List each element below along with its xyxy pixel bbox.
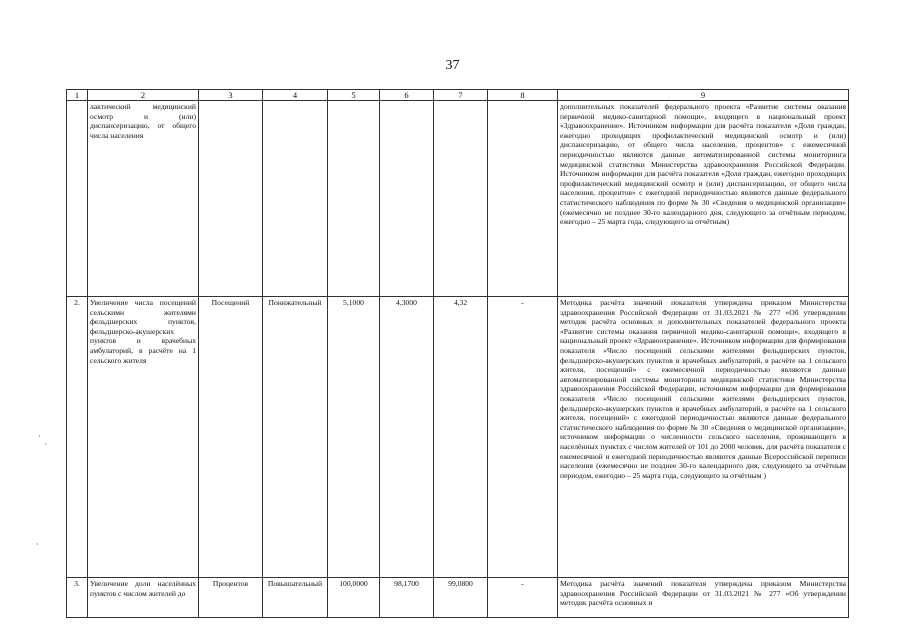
table-row — [67, 578, 849, 618]
unit-cell: Процентов — [199, 578, 263, 618]
methodology-cell: Методика расчёта значений показателя утверждена приказом Министерства здравоохранения Российской Федерации от 31.03.2021 № 277 «Об утверждении методик расчёта основных и дополнительных показателей федерального проекта «Развитие системы оказания первичной медико-санитарной помощи», входящего в национальный проект «Здравоохранение». Источником информации для формирования показателя «Число посещений сельскими жителями фельдшерских пунктов, фельдшерско-акушерских пунктов и врачебных амбулаторий, в расчёте на 1 сельского жителя, посещений» с ежемесячной периодичностью являются данные автоматизированной системы мониторинга медицинской статистики Министерства здравоохранения Российской Федерации, источником информации для формирования показателя «Число посещений сельскими жителями фельдшерских пунктов, фельдшерско-акушерских пунктов и врачебных амбулаторий, в расчёте на 1 сельского жителя, посещений» с ежегодной периодичностью являются данные федерального статистического наблюдения по форме № 30 «Сведения о медицинской организации», источником информации о численности сельского населения, проживающего в населённых пунктах с числом жителей от 101 до 2000 человек, для расчёта показателя с ежемесячной и ежегодной периодичностью являются данные Всероссийской переписи населения (ежемесячно не позднее 30-го календарного дня, следующего за отчётным периодом, ежегодно – 25 марта года, следующего за отчётным ) — [558, 297, 849, 578]
margin-mark: · — [44, 440, 47, 449]
indicator-table-container — [66, 89, 848, 618]
row-number — [67, 101, 88, 297]
value-col-8: - — [488, 297, 558, 578]
value-col-7: 99,0800 — [434, 578, 488, 618]
type-cell — [263, 101, 328, 297]
header-col-8: 8 — [488, 90, 558, 101]
indicator-table — [66, 89, 849, 618]
margin-mark: · — [36, 540, 39, 549]
header-col-9: 9 — [558, 90, 849, 101]
value-col-5: 5,1000 — [328, 297, 380, 578]
value-col-7: 4,32 — [434, 297, 488, 578]
value-col-6: 4,3000 — [380, 297, 434, 578]
value-col-8 — [488, 101, 558, 297]
row-number: 3. — [67, 578, 88, 618]
header-col-2: 2 — [88, 90, 199, 101]
table-row — [67, 297, 849, 578]
header-col-3: 3 — [199, 90, 263, 101]
unit-cell — [199, 101, 263, 297]
value-col-8: - — [488, 578, 558, 618]
value-col-5 — [328, 101, 380, 297]
methodology-cell: дополнительных показателей федерального проекта «Развитие системы оказания первичной медико-санитарной помощи», входящего в национальный проект «Здравоохранение». Источником информации для расчёта показателя «Доля граждан, ежегодно проходящих профилактический медицинский осмотр и (или) диспансеризацию, от общего числа населения, процентов» с ежемесячной периодичностью являются данные автоматизированной системы мониторинга медицинской статистики Министерства здравоохранения Российской Федерации. Источником информации для расчёта показателя «Доля граждан, ежегодно проходящих профилактический медицинский осмотр и (или) диспансеризацию, от общего числа населения, процентов» с ежегодной периодичностью являются данные федерального статистического наблюдения по форме № 30 «Сведения о медицинской организации» (ежемесячно не позднее 30-го календарного дня, следующего за отчётным периодом, ежегодно – 25 марта года, следующего за отчётным) — [558, 101, 849, 297]
type-cell: Понижательный — [263, 297, 328, 578]
indicator-name: лактический медицинский осмотр и (или) диспансеризацию, от общего числа населения — [88, 101, 199, 297]
value-col-6: 98,1700 — [380, 578, 434, 618]
header-col-1: 1 — [67, 90, 88, 101]
row-number: 2. — [67, 297, 88, 578]
unit-cell: Посещений — [199, 297, 263, 578]
table-header-row — [67, 90, 849, 101]
header-col-5: 5 — [328, 90, 380, 101]
value-col-6 — [380, 101, 434, 297]
header-col-4: 4 — [263, 90, 328, 101]
methodology-cell: Методика расчёта значений показателя утверждена приказом Министерства здравоохранения Российской Федерации от 31.03.2021 № 277 «Об утверждении методик расчёта основных и — [558, 578, 849, 618]
indicator-name: Увеличение доли населённых пунктов с числом жителей до — [88, 578, 199, 618]
value-col-5: 100,0000 — [328, 578, 380, 618]
table-row — [67, 101, 849, 297]
page-number: 37 — [445, 58, 460, 73]
type-cell: Повышательный — [263, 578, 328, 618]
header-col-6: 6 — [380, 90, 434, 101]
margin-mark: · — [38, 432, 41, 441]
value-col-7 — [434, 101, 488, 297]
header-col-7: 7 — [434, 90, 488, 101]
indicator-name: Увеличение числа посещений сельскими жителями фельдшерских пунктов, фельдшерско-акушерских пунктов и врачебных амбулаторий, в расчёте на 1 сельского жителя — [88, 297, 199, 578]
